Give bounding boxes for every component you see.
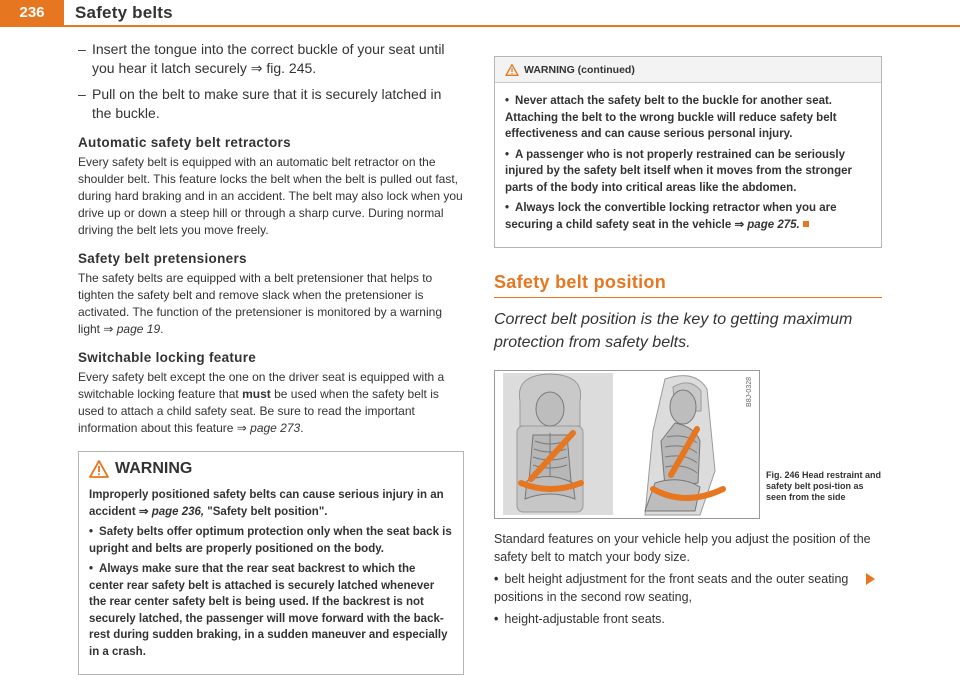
header-rule [0,25,960,27]
figure-label: Fig. 246 [766,470,800,480]
step-pull [78,85,464,123]
step-dash: – [78,41,86,57]
warning-heading [89,460,453,478]
warning-icon [505,64,519,76]
step-text: Pull on the belt to make sure that it is securely latched in the buckle. [92,86,442,121]
body-text: Standard features on your vehicle help you adjust the position of the safety belt to match your body size. [494,532,871,564]
page-title: Safety belts [75,3,173,22]
section-subtitle: Correct belt position is the key to getting maximum protection from safety belts. [494,311,853,351]
pretensioners-heading: Safety belt pretensioners [78,251,247,266]
warning-bullet: • Always lock the convertible locking retractor when you are securing a child safety seat in the vehicle ⇒ page 275. [505,202,837,231]
warning-continued-title: WARNING (continued) [524,64,635,76]
list-item: • height-adjustable front seats. [494,612,665,626]
step-insert [78,40,464,78]
warning-bullet: • A passenger who is not properly restrained can be seriously injured by the safety belt itself when it moves from the stronger parts of the body into critical areas like the abdomen. [505,148,852,194]
warning-continued-box [494,56,882,248]
figure-code: B8J-0328 [746,377,753,407]
page-number: 236 [0,0,64,25]
belt-position-illustration [495,371,759,518]
right-column [494,56,882,632]
retractors-text: Every safety belt is equipped with an automatic belt retractor on the shoulder belt. This feature locks the belt when the belt is pulled out fast, during hard braking and in an accident. The belt may also lock when you drive up or down a steep hill or through a sharp curve. During normal driving the belt lets you move freely. [78,155,463,237]
warning-text: Improperly positioned safety belts can cause serious injury in an accident ⇒ page 236, "Safety belt position". [89,489,444,518]
step-text: Insert the tongue into the correct buckle of your seat until you hear it latch securely ⇒ fig. 245. [92,41,445,76]
locking-heading: Switchable locking feature [78,350,257,365]
left-column [78,40,464,675]
warning-bullet: • Safety belts offer optimum protection only when the seat back is upright and belts are properly positioned on the body. [89,526,452,555]
locking-text: Every safety belt except the one on the driver seat is equipped with a switchable locking feature that must be used when the safety belt is used to attach a child safety seat. Be sure to read the important information about this feature ⇒ page 273. [78,370,445,435]
warning-title: WARNING [115,460,193,477]
page-reference-link[interactable]: page 273 [250,421,301,435]
warning-bullet: • Never attach the safety belt to the buckle for another seat. Attaching the belt to the wrong buckle will reduce safety belt effectiveness and can cause serious personal injury. [505,95,837,140]
warning-bullet: • Always make sure that the rear seat backrest to which the center rear safety belt is attached is securely latched whenever the rear center safety belt is being used. If the backrest is not securely latched, the passenger will move forward with the back-rest during sudden braking, in a sudden maneuver and especially in a crash. [89,563,448,658]
end-of-section-marker [803,221,809,227]
warning-continued-header [495,57,881,83]
step-dash: – [78,86,86,102]
figure-block [494,370,882,520]
figure-illustration [494,370,760,519]
warning-icon [89,460,109,478]
next-page-arrow-icon[interactable] [866,573,875,585]
warning-box [78,451,464,675]
page-reference-link[interactable]: page 236, [151,505,205,518]
section-title: Safety belt position [494,272,882,298]
figure-caption-text: Head restraint and safety belt posi-tion as seen from the side [766,470,882,502]
page-reference-link[interactable]: page 275. [747,218,800,231]
list-item: • belt height adjustment for the front seats and the outer seating positions in the second row seating, [494,572,849,604]
figure-caption [766,470,884,503]
retractors-heading: Automatic safety belt retractors [78,135,291,150]
pretensioners-text: The safety belts are equipped with a belt pretensioner that helps to tighten the safety belt and remove slack when the pretensioner is activated. The function of the pretensioner is monitored by a warning light ⇒ page 19. [78,271,442,336]
page-reference-link[interactable]: page 19 [116,322,161,336]
